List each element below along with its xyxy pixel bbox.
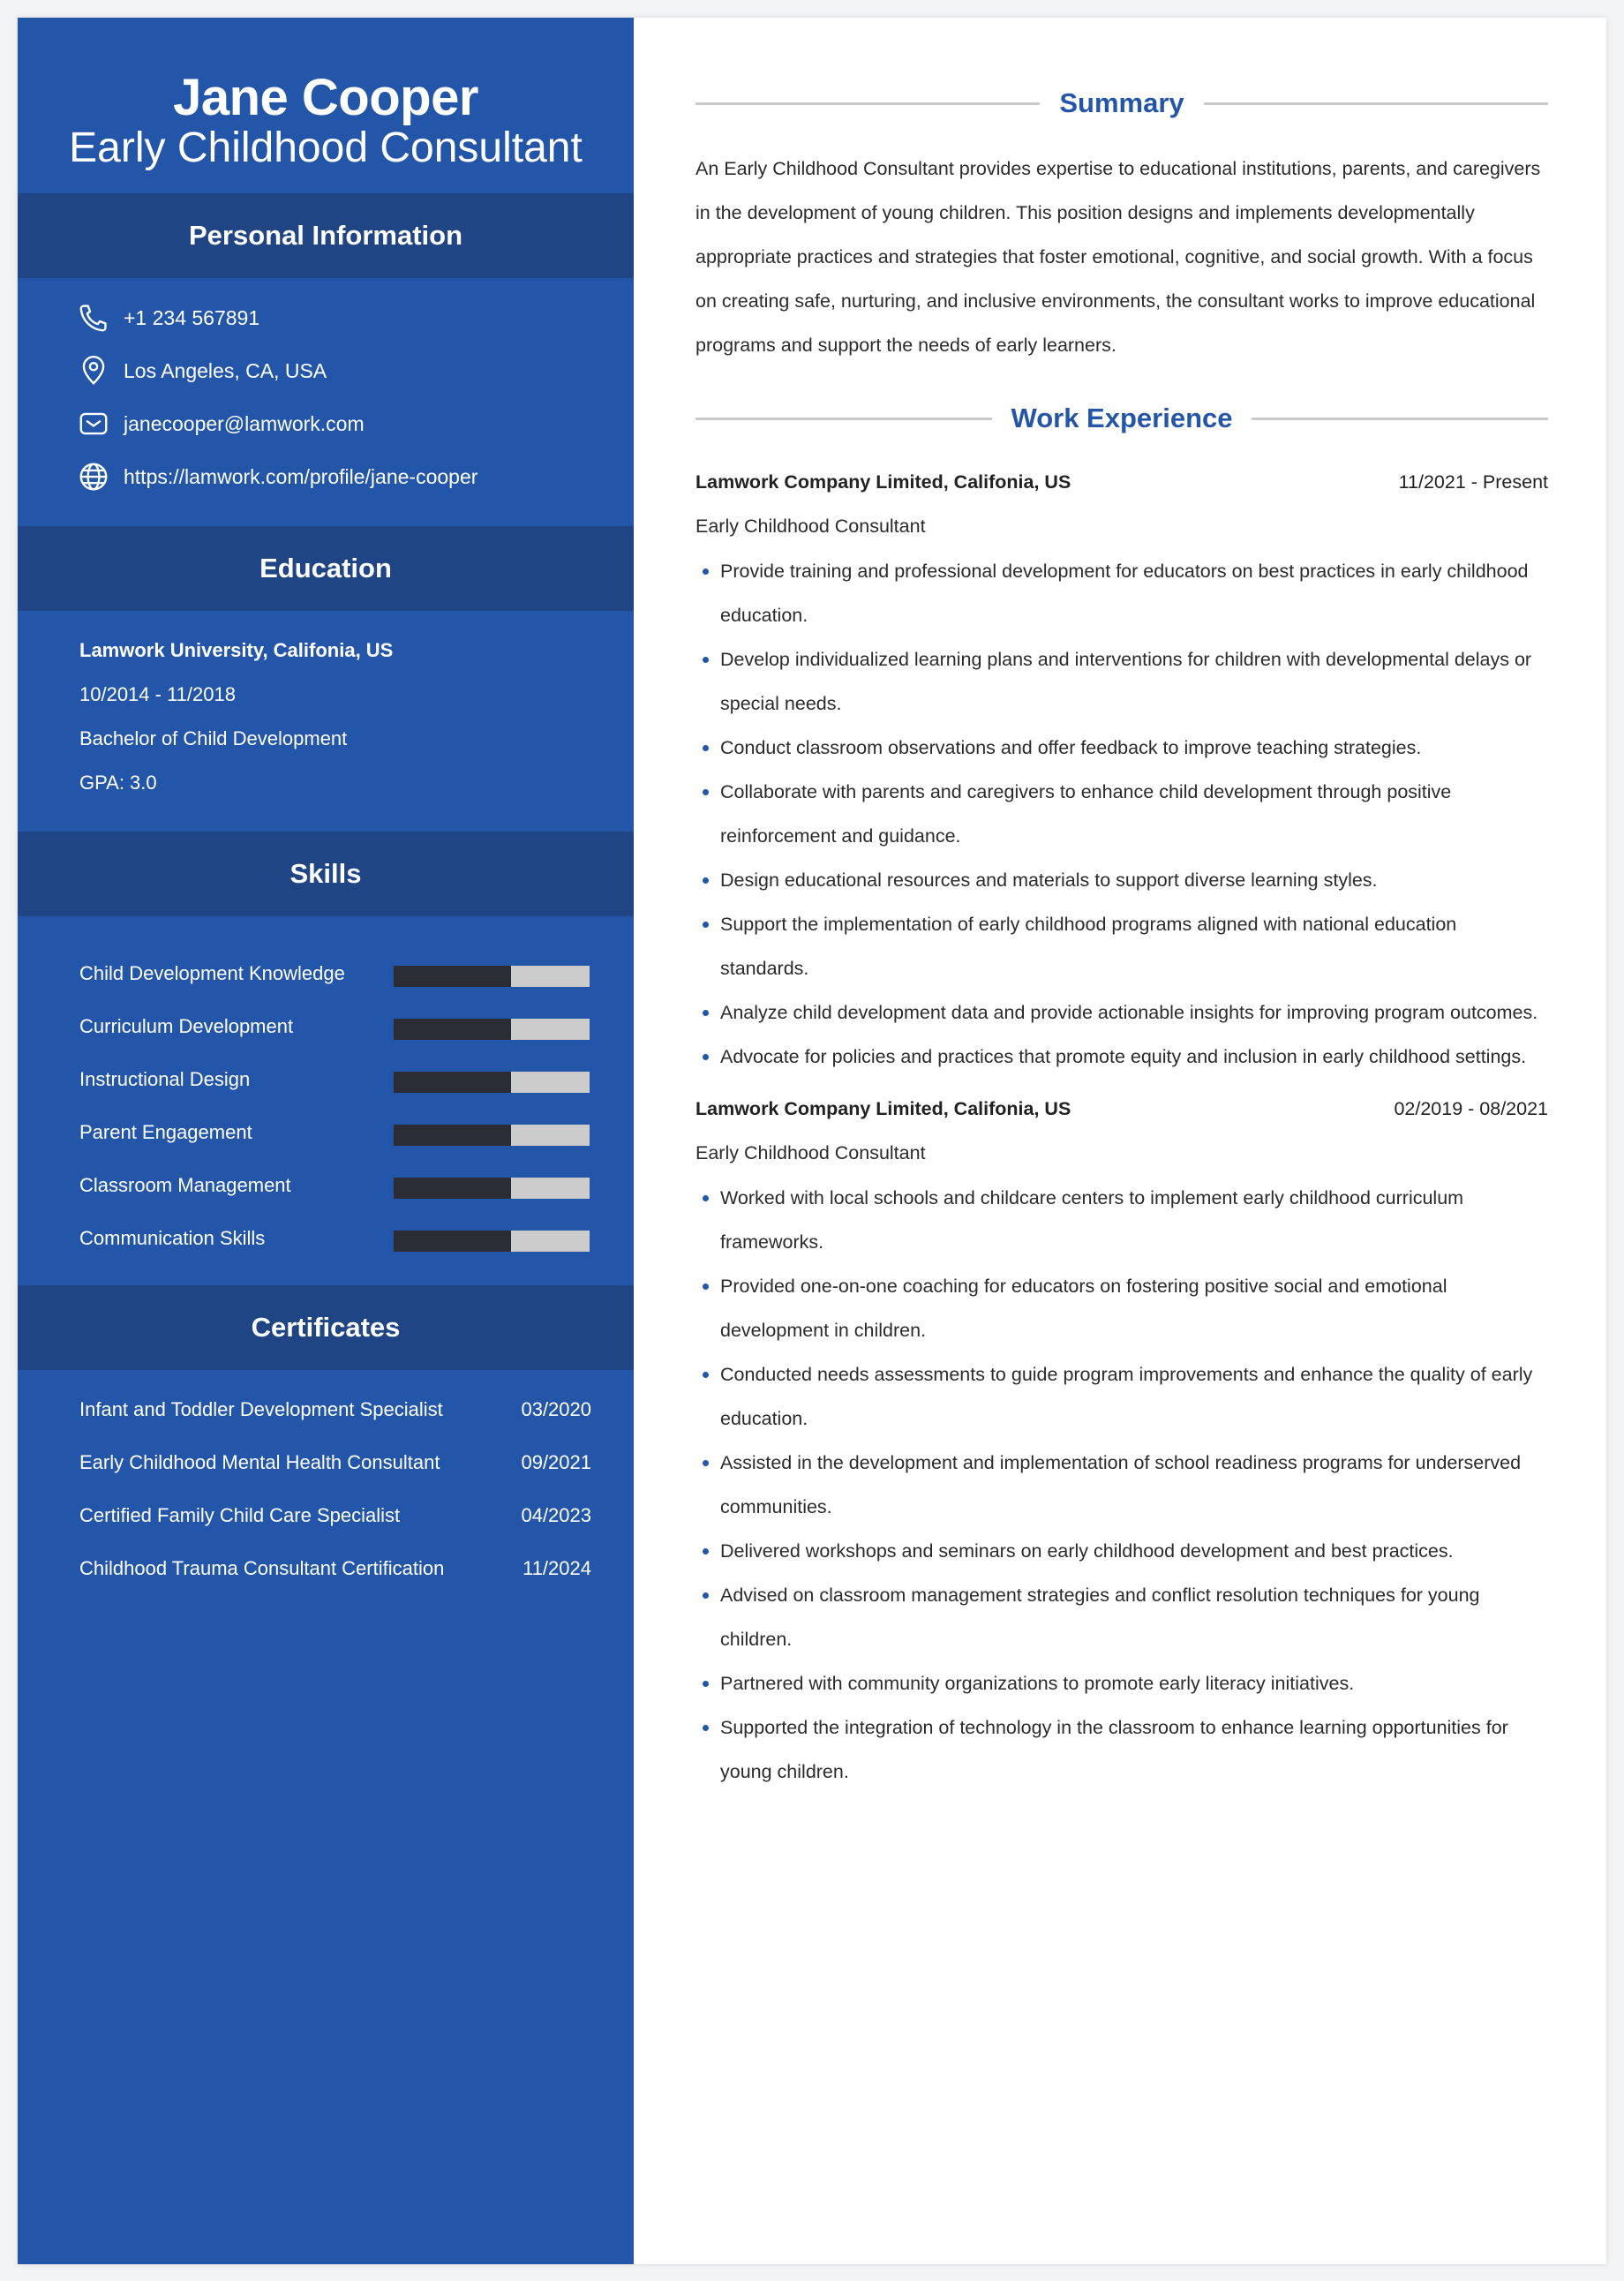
skills-heading: Skills: [18, 832, 634, 916]
skill-bar: [394, 966, 590, 987]
education-school: Lamwork University, Califonia, US: [79, 639, 394, 661]
job-bullet: Advocate for policies and practices that promote equity and inclusion in early childhood settings.: [720, 1035, 1548, 1079]
education-degree: Bachelor of Child Development: [79, 727, 348, 749]
job-bullet: Worked with local schools and childcare centers to implement early childhood curriculum frameworks.: [720, 1176, 1548, 1264]
experience-heading-row: [695, 399, 1548, 438]
education-dates: 10/2014 - 11/2018: [79, 683, 236, 705]
job-bullet: Collaborate with parents and caregivers to enhance child development through positive reinforcement and guidance.: [720, 770, 1548, 858]
job-dates: 11/2021 - Present: [1398, 471, 1548, 493]
job-dates: 02/2019 - 08/2021: [1394, 1098, 1548, 1119]
summary-heading: Summary: [1040, 87, 1203, 118]
education-gpa: GPA: 3.0: [79, 772, 157, 794]
job-bullet: Conducted needs assessments to guide program improvements and enhance the quality of early education.: [720, 1352, 1548, 1441]
certificate-row: [79, 1500, 591, 1532]
job-header: [695, 464, 1548, 500]
skill-bar-fill: [394, 1178, 511, 1199]
location-pin-icon: [76, 353, 111, 388]
certificate-name: Childhood Trauma Consultant Certification: [79, 1557, 445, 1579]
skill-bar: [394, 1019, 590, 1040]
skill-row: [79, 1117, 591, 1148]
job-bullet: Provided one-on-one coaching for educators on fostering positive social and emotional development in children.: [720, 1264, 1548, 1352]
contact-location: [76, 351, 623, 390]
certificate-name: Certified Family Child Care Specialist: [79, 1504, 401, 1526]
job-bullet: Provide training and professional development for educators on best practices in early childhood education.: [720, 549, 1548, 637]
certificate-date: 04/2023: [521, 1504, 591, 1526]
skill-row: [79, 1011, 591, 1043]
skill-name: Classroom Management: [79, 1174, 291, 1196]
job-bullet: Analyze child development data and provide actionable insights for improving program outcomes.: [720, 990, 1548, 1035]
skill-name: Communication Skills: [79, 1227, 266, 1249]
certificate-name: Early Childhood Mental Health Consultant: [79, 1451, 440, 1473]
envelope-icon: [76, 406, 111, 441]
job-bullets: [720, 549, 1548, 1079]
skill-bar-fill: [394, 1125, 511, 1146]
skill-name: Parent Engagement: [79, 1121, 252, 1143]
candidate-title: Early Childhood Consultant: [69, 124, 583, 171]
candidate-name: Jane Cooper: [173, 69, 478, 126]
skill-bar: [394, 1231, 590, 1252]
job-company: Lamwork Company Limited, Califonia, US: [695, 1098, 1071, 1119]
certificates-heading: Certificates: [18, 1285, 634, 1370]
main-content: [634, 18, 1606, 2264]
skill-name: Instructional Design: [79, 1068, 251, 1090]
job-bullet: Delivered workshops and seminars on early childhood development and best practices.: [720, 1529, 1548, 1573]
job-bullets: [720, 1176, 1548, 1794]
skill-row: [79, 1064, 591, 1095]
experience-heading: Work Experience: [992, 403, 1252, 433]
education-heading: Education: [18, 526, 634, 611]
globe-icon: [76, 459, 111, 494]
certificate-name: Infant and Toddler Development Specialist: [79, 1398, 443, 1420]
job-header: [695, 1091, 1548, 1126]
job-bullet: Support the implementation of early childhood programs aligned with national education standards.: [720, 902, 1548, 990]
skill-bar-fill: [394, 1072, 511, 1093]
job-bullet: Conduct classroom observations and offer feedback to improve teaching strategies.: [720, 726, 1548, 770]
location-text: Los Angeles, CA, USA: [124, 359, 327, 382]
skill-row: [79, 1170, 591, 1201]
phone-icon: [76, 300, 111, 335]
skill-bar-fill: [394, 1019, 511, 1040]
skill-bar-fill: [394, 966, 511, 987]
skill-name: Curriculum Development: [79, 1015, 294, 1037]
job-bullet: Develop individualized learning plans and interventions for children with developmental delays or special needs.: [720, 637, 1548, 726]
job-bullet: Design educational resources and materials to support diverse learning styles.: [720, 858, 1548, 902]
contact-email: [76, 404, 623, 443]
skill-name: Child Development Knowledge: [79, 962, 345, 984]
sidebar: [18, 18, 634, 2264]
personal-info-heading: Personal Information: [18, 193, 634, 278]
job-company: Lamwork Company Limited, Califonia, US: [695, 471, 1071, 493]
job-bullet: Advised on classroom management strategies and conflict resolution techniques for young children.: [720, 1573, 1548, 1661]
website-text: https://lamwork.com/profile/jane-cooper: [124, 465, 478, 488]
summary-text: An Early Childhood Consultant provides expertise to educational institutions, parents, and caregivers in the development of young children. This position designs and implements developmentally appropriate practices and strategies that foster emotional, cognitive, and social growth. With a focus on creating safe, nurturing, and inclusive environments, the consultant works to improve educational programs and support the needs of early learners.: [695, 158, 1541, 356]
resume-page: [18, 18, 1606, 2264]
certificate-row: [79, 1447, 591, 1479]
certificate-date: 09/2021: [521, 1451, 591, 1473]
certificate-row: [79, 1553, 591, 1585]
skill-row: [79, 958, 591, 990]
job-bullet: Partnered with community organizations to promote early literacy initiatives.: [720, 1661, 1548, 1705]
contact-phone: [76, 298, 623, 337]
skill-bar: [394, 1072, 590, 1093]
certificate-date: 11/2024: [523, 1557, 591, 1579]
job-bullet: Assisted in the development and implementation of school readiness programs for underserved communities.: [720, 1441, 1548, 1529]
skill-row: [79, 1223, 591, 1254]
job-position: Early Childhood Consultant: [695, 516, 926, 537]
contact-website: [76, 457, 623, 496]
email-text: janecooper@lamwork.com: [124, 412, 365, 435]
job-bullet: Supported the integration of technology in the classroom to enhance learning opportunities for young children.: [720, 1705, 1548, 1794]
skill-bar: [394, 1178, 590, 1199]
skill-bar: [394, 1125, 590, 1146]
job-position: Early Childhood Consultant: [695, 1142, 926, 1163]
phone-text: +1 234 567891: [124, 306, 260, 329]
certificate-date: 03/2020: [521, 1398, 591, 1420]
summary-heading-row: [695, 84, 1548, 123]
certificate-row: [79, 1394, 591, 1426]
skill-bar-fill: [394, 1231, 511, 1252]
